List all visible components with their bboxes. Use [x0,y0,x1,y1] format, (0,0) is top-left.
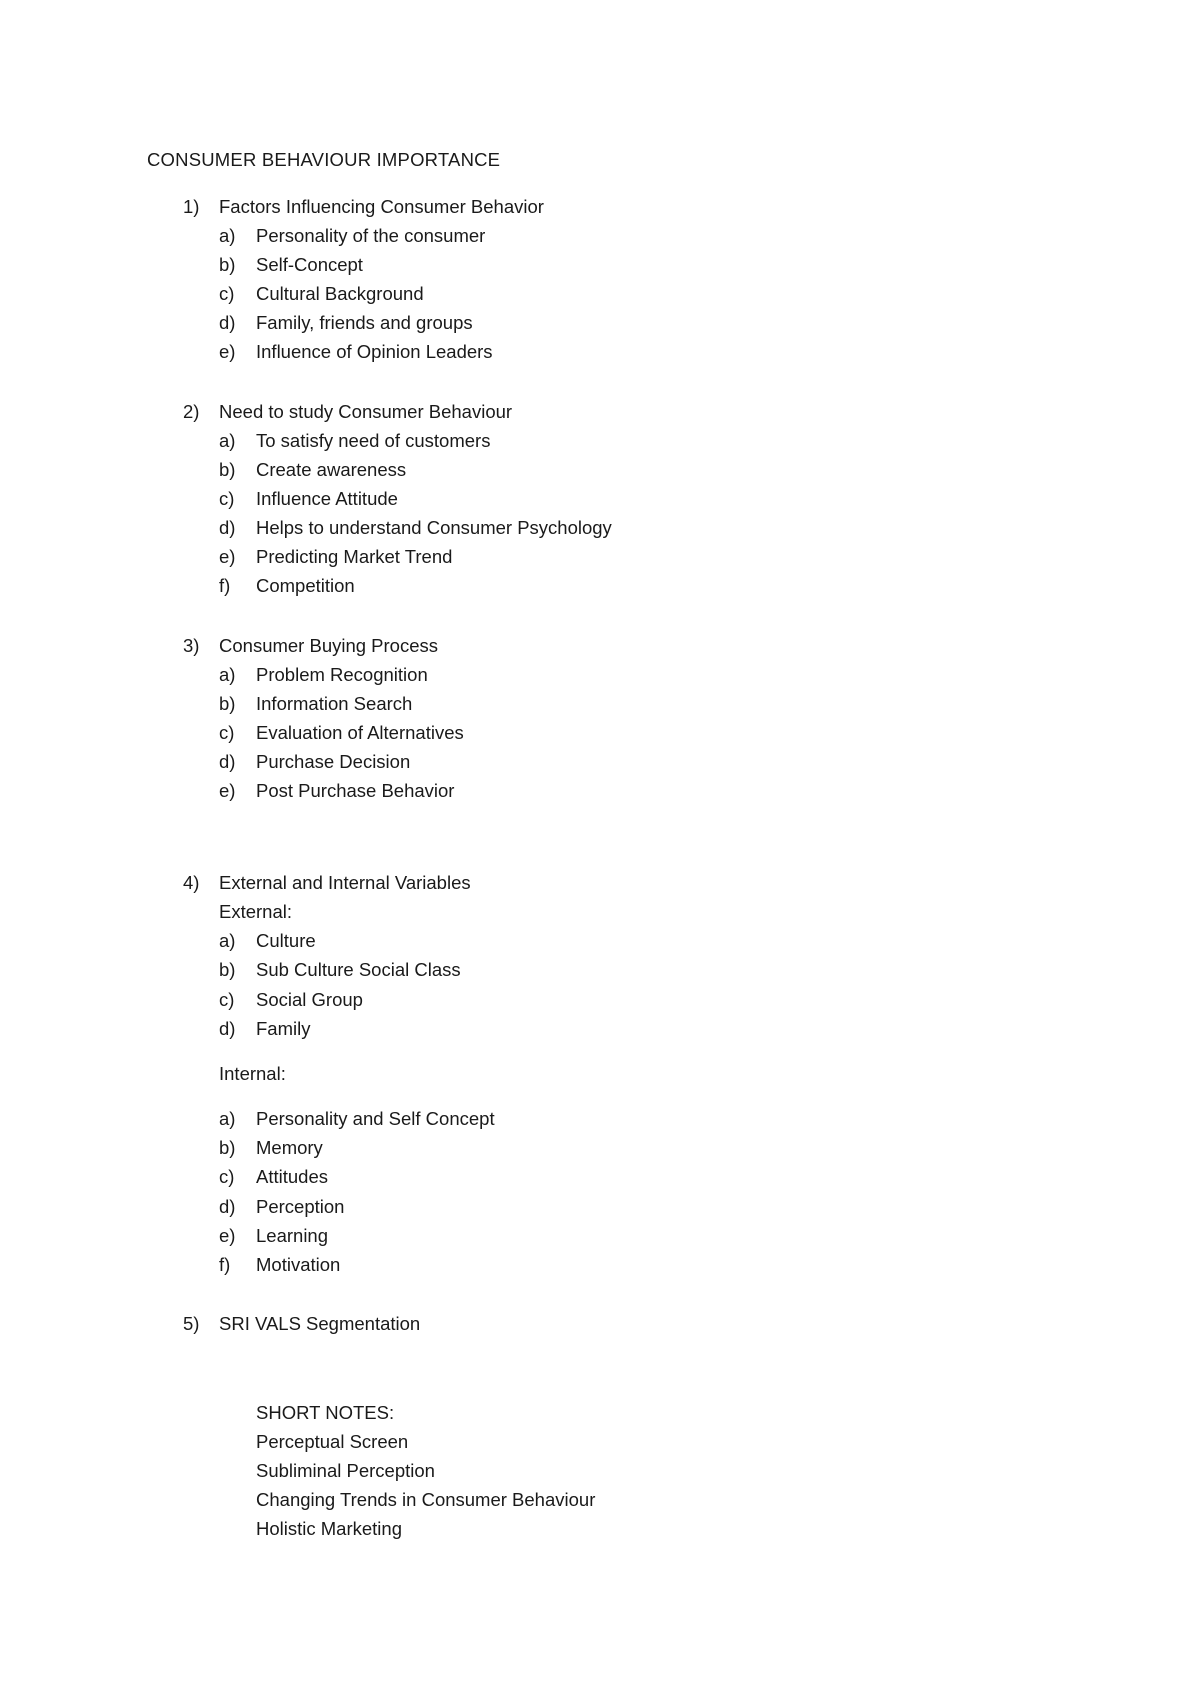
internal-item-e-letter: e) [219,1225,236,1246]
section-2-item-e-letter: e) [219,546,236,567]
external-label: External: [219,901,293,922]
section-4-number: 4) [183,872,200,893]
section-1-item-c-letter: c) [219,283,235,304]
section-1-item-d: Family, friends and groups [256,312,473,333]
section-5-heading: SRI VALS Segmentation [219,1313,421,1334]
section-2-item-c: Influence Attitude [256,488,398,509]
section-3-heading: Consumer Buying Process [219,635,439,656]
section-2-item-f: Competition [256,575,355,596]
section-2-item-d-letter: d) [219,517,236,538]
section-1-item-e-letter: e) [219,341,236,362]
section-2-item-b: Create awareness [256,459,407,480]
section-2-item-e: Predicting Market Trend [256,546,453,567]
external-item-b: Sub Culture Social Class [256,959,461,980]
section-2-heading: Need to study Consumer Behaviour [219,401,513,422]
short-notes-heading: SHORT NOTES: [256,1402,395,1423]
section-3-item-c-letter: c) [219,722,235,743]
external-item-c-letter: c) [219,989,235,1010]
section-1-item-a-letter: a) [219,225,236,246]
section-3-item-b: Information Search [256,693,413,714]
external-item-b-letter: b) [219,959,236,980]
section-5-number: 5) [183,1313,200,1334]
section-1-number: 1) [183,196,200,217]
short-note-item: Changing Trends in Consumer Behaviour [256,1489,596,1510]
internal-item-a-letter: a) [219,1108,236,1129]
external-item-d: Family [256,1018,311,1039]
short-note-item: Subliminal Perception [256,1460,435,1481]
section-1-item-e: Influence of Opinion Leaders [256,341,493,362]
section-1-item-d-letter: d) [219,312,236,333]
section-3-item-b-letter: b) [219,693,236,714]
section-1-item-a: Personality of the consumer [256,225,486,246]
external-item-d-letter: d) [219,1018,236,1039]
section-2-item-c-letter: c) [219,488,235,509]
internal-item-f: Motivation [256,1254,341,1275]
section-3-item-a-letter: a) [219,664,236,685]
short-note-item: Holistic Marketing [256,1518,402,1539]
section-2-item-f-letter: f) [219,575,231,596]
short-note-item: Perceptual Screen [256,1431,409,1452]
internal-item-c: Attitudes [256,1166,328,1187]
section-3-item-e-letter: e) [219,780,236,801]
section-1-item-b: Self-Concept [256,254,363,275]
section-4-heading: External and Internal Variables [219,872,471,893]
internal-item-c-letter: c) [219,1166,235,1187]
section-1-item-b-letter: b) [219,254,236,275]
section-1-heading: Factors Influencing Consumer Behavior [219,196,544,217]
section-3-item-d-letter: d) [219,751,236,772]
section-3-item-c: Evaluation of Alternatives [256,722,464,743]
section-3-number: 3) [183,635,200,656]
internal-item-f-letter: f) [219,1254,231,1275]
section-3-item-d: Purchase Decision [256,751,411,772]
internal-item-b-letter: b) [219,1137,236,1158]
external-item-a-letter: a) [219,930,236,951]
internal-item-d-letter: d) [219,1196,236,1217]
external-item-a: Culture [256,930,316,951]
section-1-item-c: Cultural Background [256,283,424,304]
internal-label: Internal: [219,1063,286,1084]
section-2-item-d: Helps to understand Consumer Psychology [256,517,612,538]
internal-item-e: Learning [256,1225,329,1246]
section-3-item-e: Post Purchase Behavior [256,780,455,801]
section-2-item-b-letter: b) [219,459,236,480]
internal-item-b: Memory [256,1137,323,1158]
section-3-item-a: Problem Recognition [256,664,428,685]
section-2-item-a-letter: a) [219,430,236,451]
section-2-number: 2) [183,401,200,422]
internal-item-a: Personality and Self Concept [256,1108,495,1129]
section-2-item-a: To satisfy need of customers [256,430,491,451]
external-item-c: Social Group [256,989,363,1010]
document-title: CONSUMER BEHAVIOUR IMPORTANCE [147,149,501,170]
internal-item-d: Perception [256,1196,345,1217]
